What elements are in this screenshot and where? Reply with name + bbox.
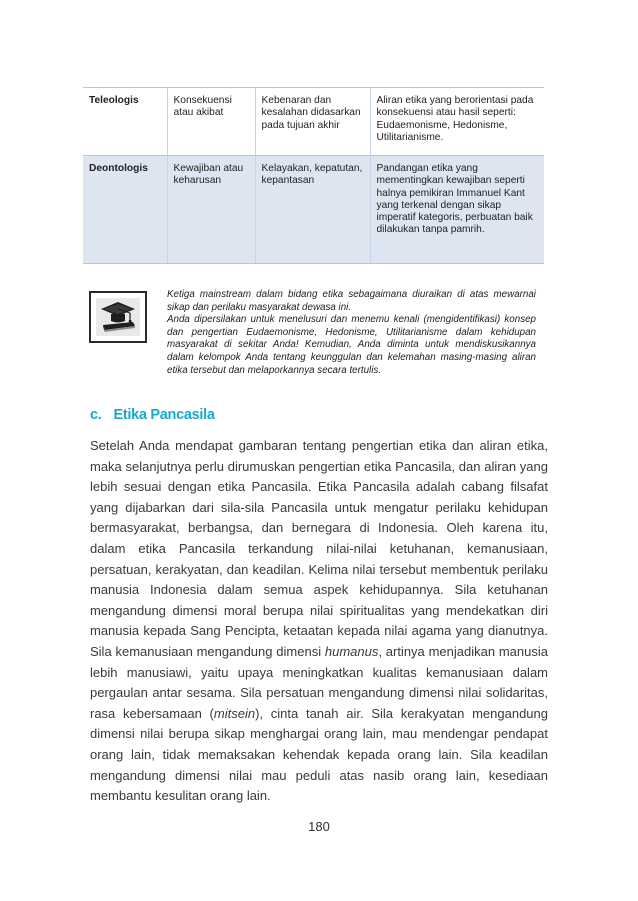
task-instructions: [167, 289, 536, 377]
table-cell-category: Deontologis: [83, 156, 167, 264]
body-text-part: ), cinta tanah air. Sila kerakyatan mengandung dimensi nilai berupa sikap menghargai orang lain, mau mendengar pendapat orang lain, tidak memaksakan kehendak kepada orang lain. Sila keadilan mengandung dimensi nilai mau peduli atas nasib orang lain, kesediaan membantu kesulitan orang lain.: [90, 705, 548, 804]
ethics-table: [83, 87, 544, 264]
table-cell-truth: Kebenaran dan kesalahan didasarkan pada tujuan akhir: [255, 88, 370, 156]
section-letter: c.: [90, 407, 102, 423]
body-text-part: Setelah Anda mendapat gambaran tentang pengertian etika dan aliran etika, maka selanjutnya perlu dirumuskan pengertian etika Pancasila, dan aliran yang lebih sesuai dengan etika Pancasila. Etika Pancasila adalah cabang filsafat yang dijabarkan dari sila-sila Pancasila untuk mengatur perilaku kehidupan bermasyarakat, berbangsa, dan bernegara di Indonesia. Oleh karena itu, dalam etika Pancasila terkandung nilai-nilai ketuhanan, kemanusiaan, persatuan, kerakyatan, dan keadilan. Kelima nilai tersebut membentuk perilaku manusia Indonesia dalam semua aspek kehidupannya. Sila ketuhanan mengandung dimensi moral berupa nilai spiritualitas yang mendekatkan diri manusia kepada Sang Pencipta, ketaatan kepada nilai agama yang dianutnya. Sila kemanusiaan mengandung dimensi: [90, 438, 548, 659]
page-number: 180: [308, 819, 330, 834]
graduation-cap-book-icon: [89, 291, 147, 343]
body-text-part: , artinya menjadikan manusia lebih manusiawi, yaitu upaya meningkatkan kualitas kemanusiaan dalam pergaulan antar sesama. Sila persatuan mengandung dimensi nilai solidaritas, rasa kebersamaan (: [90, 643, 548, 721]
table-cell-truth: Kelayakan, kepatutan, kepantasan: [255, 156, 370, 264]
table-cell-category: Teleologis: [83, 88, 167, 156]
term-humanus: humanus: [324, 643, 379, 659]
table-cell-basis: Konsekuensi atau akibat: [167, 88, 255, 156]
term-mitsein: mitsein: [213, 705, 256, 721]
body-paragraph: [90, 436, 548, 807]
section-heading: [90, 407, 215, 423]
table-row: [83, 88, 544, 156]
table-cell-basis: Kewajiban atau keharusan: [167, 156, 255, 264]
table-row: [83, 156, 544, 264]
task-paragraph: Anda dipersilakan untuk menelusuri dan menemu kenali (mengidentifikasi) konsep dan pengertian Eudaemonisme, Hedonisme, Utilitarianisme dalam kehidupan masyarakat di sekitar Anda! Kemudian, Anda diminta untuk mendiskusikannya dalam kelompok Anda tentang keunggulan dan kelemahan masing-masing aliran etika tersebut dan melaporkannya secara tertulis.: [167, 314, 536, 376]
table-cell-description: Aliran etika yang berorientasi pada konsekuensi atau hasil seperti: Eudaemonisme, Hedonisme, Utilitarianisme.: [370, 88, 544, 156]
section-title: Etika Pancasila: [113, 407, 215, 423]
task-paragraph: Ketiga mainstream dalam bidang etika sebagaimana diuraikan di atas mewarnai sikap dan perilaku masyarakat dewasa ini.: [167, 289, 536, 313]
table-cell-description: Pandangan etika yang mementingkan kewajiban seperti halnya pemikiran Immanuel Kant yang terkenal dengan sikap imperatif kategoris, perbuatan baik dilakukan tanpa pamrih.: [370, 156, 544, 264]
